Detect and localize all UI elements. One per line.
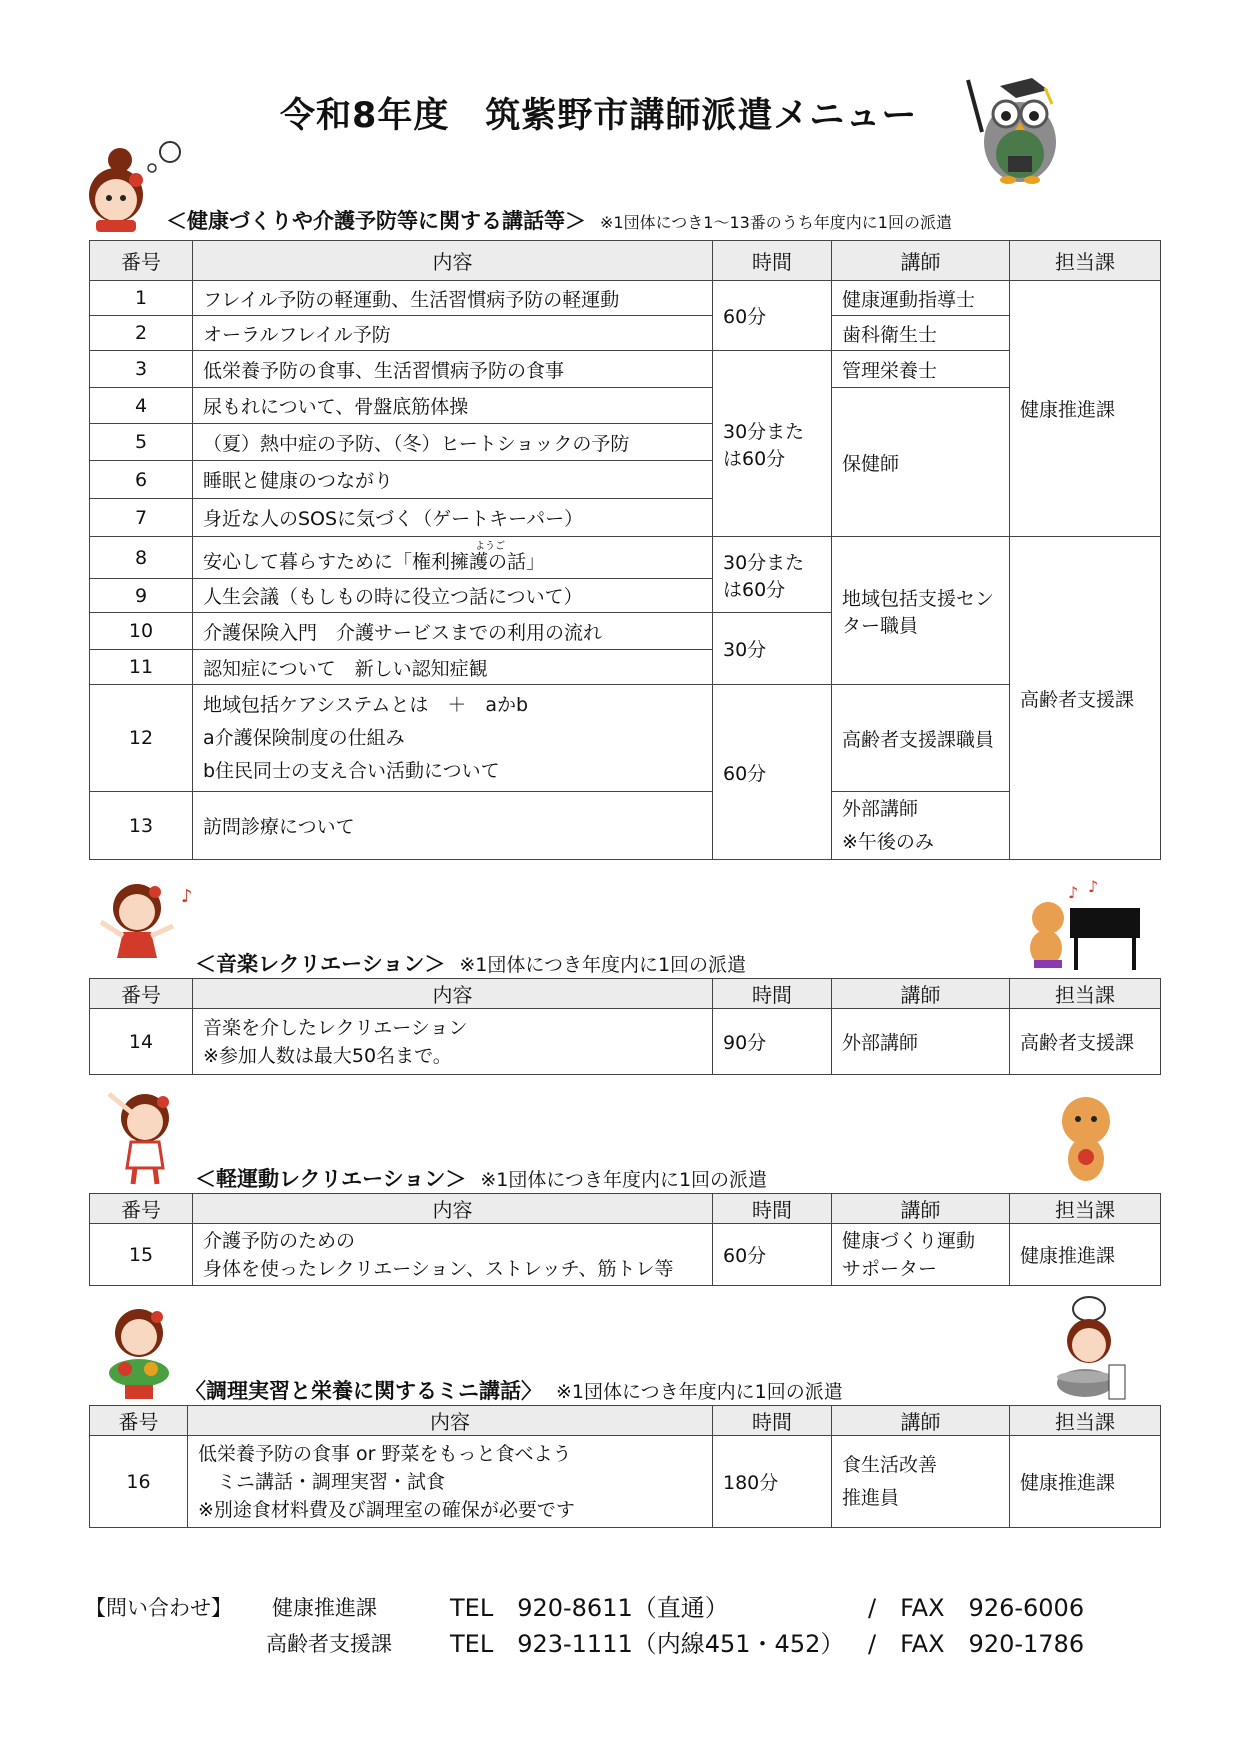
row-content: オーラルフレイル予防 [193,316,713,351]
row-lecturer: 高齢者支援課職員 [832,685,1010,792]
row-num: 5 [90,424,193,461]
row-content: 睡眠と健康のつながり [193,461,713,499]
col-num: 番号 [90,1194,193,1224]
row-lecturer: 外部講師 [832,1009,1010,1075]
girl-dancing-illustration [95,878,205,978]
table-row [90,1009,1161,1075]
row-content: 身近な人のSOSに気づく（ゲートキーパー） [193,499,713,537]
row-content: （夏）熱中症の予防、（冬）ヒートショックの予防 [193,424,713,461]
section2-heading-row [195,948,746,978]
col-content: 内容 [193,241,713,281]
girl-chef-illustration [1045,1295,1130,1405]
col-num: 番号 [90,979,193,1009]
table-header-row [90,1406,1161,1436]
row-content: 介護保険入門 介護サービスまでの利用の流れ [193,613,713,650]
table-row [90,351,1161,388]
row-lecturer: 地域包括支援センター職員 [832,537,1010,685]
section1-heading: ＜健康づくりや介護予防等に関する講話等＞ [166,209,586,233]
col-dept: 担当課 [1010,979,1161,1009]
col-dept: 担当課 [1010,241,1161,281]
col-lecturer: 講師 [832,1406,1010,1436]
lecturer-line: 健康づくり運動 [842,1229,976,1252]
svg-text:♪: ♪ [181,886,193,907]
row-dept: 高齢者支援課 [1010,537,1161,860]
lecturer-line: サポーター [842,1257,938,1280]
row-time: 90分 [713,1009,832,1075]
contact-dept: 高齢者支援課 [266,1632,392,1656]
row-lecturer: 健康運動指導士 [832,281,1010,316]
table-row [90,281,1161,316]
col-content: 内容 [193,1194,713,1224]
contact-dept: 健康推進課 [272,1596,377,1620]
col-lecturer: 講師 [832,979,1010,1009]
row-num: 10 [90,613,193,650]
lecturer-line: 外部講師 [842,797,919,820]
table-row [90,388,1161,424]
row-num: 9 [90,579,193,613]
row-content [188,1436,713,1528]
contact-tel: TEL 923-1111（内線451・452） [450,1630,845,1658]
row-lecturer: 保健師 [832,388,1010,537]
content-line: 地域包括ケアシステムとは ＋ aかb [203,693,529,716]
row-lecturer: 歯科衛生士 [832,316,1010,351]
col-time: 時間 [713,1194,832,1224]
row-num: 11 [90,650,193,685]
row-content: 訪問診療について [193,792,713,860]
svg-text:♪: ♪ [1088,878,1099,896]
col-lecturer: 講師 [832,241,1010,281]
table-row [90,316,1161,351]
row-content: 尿もれについて、骨盤底筋体操 [193,388,713,424]
row-content-text: 安心して暮らすために「権利擁護の話」 [203,551,546,573]
content-line: a介護保険制度の仕組み [203,726,405,749]
cat-piano-illustration [1020,878,1150,973]
col-num: 番号 [90,241,193,281]
col-dept: 担当課 [1010,1406,1161,1436]
section3-heading: ＜軽運動レクリエーション＞ [195,1167,467,1191]
content-line: 音楽を介したレクリエーション [203,1016,468,1039]
row-num: 2 [90,316,193,351]
ruby-text: ようご [475,541,505,552]
row-content [193,1009,713,1075]
row-num: 13 [90,792,193,860]
row-lecturer [832,792,1010,860]
row-time: 60分 [713,685,832,860]
table-header-row [90,1194,1161,1224]
lecturer-note: ※午後のみ [842,830,934,853]
content-line: ミニ講話・調理実習・試食 [198,1470,446,1493]
col-content: 内容 [193,979,713,1009]
lecturer-line: 推進員 [842,1486,900,1509]
content-line: ※参加人数は最大50名まで。 [203,1044,452,1067]
section4-heading: 〈調理実習と栄養に関するミニ講話〉 [185,1379,542,1403]
section3-table [89,1193,1161,1286]
table-row [90,1224,1161,1286]
col-time: 時間 [713,979,832,1009]
section2-table [89,978,1161,1075]
row-dept: 高齢者支援課 [1010,1009,1161,1075]
svg-text:♪: ♪ [1068,883,1079,902]
row-num: 6 [90,461,193,499]
row-content [193,685,713,792]
content-line: 身体を使ったレクリエーション、ストレッチ、筋トレ等 [203,1257,674,1280]
row-content [193,537,713,579]
row-num: 8 [90,537,193,579]
row-content: フレイル予防の軽運動、生活習慣病予防の軽運動 [193,281,713,316]
col-time: 時間 [713,241,832,281]
row-content [193,1224,713,1286]
section3-note: ※1団体につき年度内に1回の派遣 [480,1169,768,1191]
table-row [90,1436,1161,1528]
row-content: 認知症について 新しい認知症観 [193,650,713,685]
content-line: 低栄養予防の食事 or 野菜をもっと食べよう [198,1442,572,1465]
section4-heading-row [185,1375,843,1405]
row-lecturer: 管理栄養士 [832,351,1010,388]
row-time: 30分または60分 [713,537,832,613]
col-num: 番号 [90,1406,188,1436]
row-num: 4 [90,388,193,424]
row-dept: 健康推進課 [1010,1436,1161,1528]
row-time: 30分または60分 [713,351,832,537]
row-content: 低栄養予防の食事、生活習慣病予防の食事 [193,351,713,388]
row-dept: 健康推進課 [1010,281,1161,537]
content-line: 介護予防のための [203,1229,356,1252]
section4-table [89,1405,1161,1528]
lecturer-line: 食生活改善 [842,1453,938,1476]
row-num: 3 [90,351,193,388]
section4-note: ※1団体につき年度内に1回の派遣 [556,1381,843,1403]
row-num: 12 [90,685,193,792]
table-row [90,792,1161,860]
contact-label: 【問い合わせ】 [85,1596,232,1620]
page-title: 令和8年度 筑紫野市講師派遣メニュー [280,96,918,136]
section1-table [89,240,1161,860]
row-content: 人生会議（もしもの時に役立つ話について） [193,579,713,613]
row-num: 14 [90,1009,193,1075]
section1-note: ※1団体につき1～13番のうち年度内に1回の派遣 [600,213,952,232]
row-dept: 健康推進課 [1010,1224,1161,1286]
section1-heading-row [166,205,952,235]
row-lecturer [832,1224,1010,1286]
row-lecturer [832,1436,1010,1528]
row-num: 7 [90,499,193,537]
cat-dancing-illustration [1052,1093,1122,1188]
section2-heading: ＜音楽レクリエーション＞ [195,952,446,976]
row-time: 180分 [713,1436,832,1528]
row-num: 15 [90,1224,193,1286]
contact-fax: / FAX 920-1786 [868,1630,1085,1658]
table-header-row [90,979,1161,1009]
table-header-row [90,241,1161,281]
owl-teacher-illustration [960,72,1070,187]
row-num: 16 [90,1436,188,1528]
row-time: 30分 [713,613,832,685]
col-lecturer: 講師 [832,1194,1010,1224]
table-row [90,537,1161,579]
col-time: 時間 [713,1406,832,1436]
col-content: 内容 [188,1406,713,1436]
content-line: b住民同士の支え合い活動について [203,759,500,782]
table-row [90,685,1161,792]
section3-heading-row [195,1163,767,1193]
contact-fax: / FAX 926-6006 [868,1594,1085,1622]
section2-note: ※1団体につき年度内に1回の派遣 [459,954,747,976]
row-time: 60分 [713,281,832,351]
row-time: 60分 [713,1224,832,1286]
content-line: ※別途食材料費及び調理室の確保が必要です [198,1498,575,1521]
girl-exercise-illustration [95,1088,190,1188]
row-num: 1 [90,281,193,316]
col-dept: 担当課 [1010,1194,1161,1224]
girl-vegetables-illustration [95,1303,185,1403]
contact-tel: TEL 920-8611（直通） [450,1594,729,1622]
